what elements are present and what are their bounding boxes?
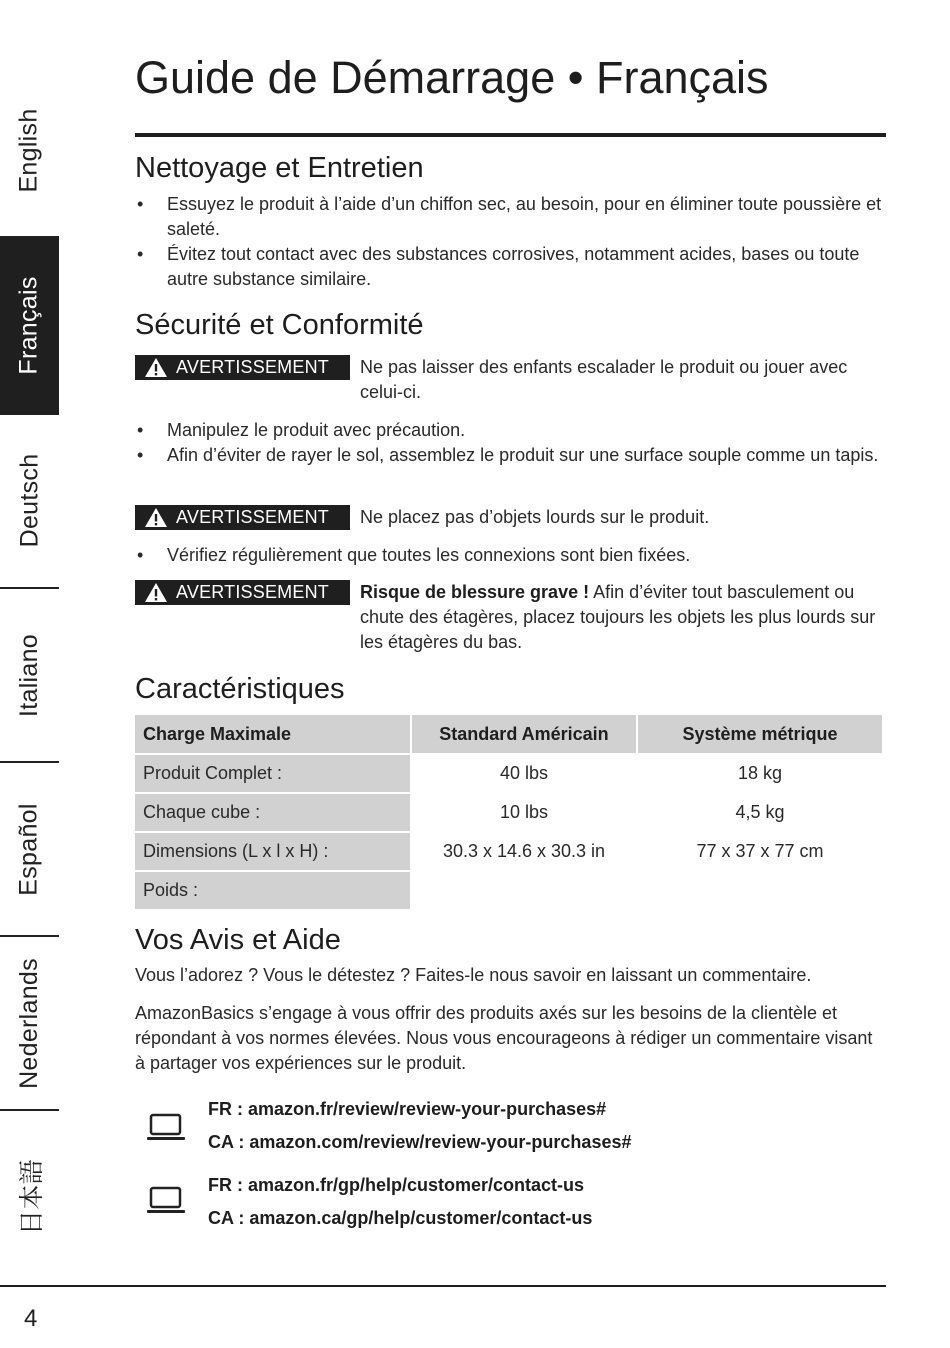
table-header: Système métrique	[638, 715, 882, 753]
feedback-heading: Vos Avis et Aide	[135, 924, 341, 956]
table-row	[135, 755, 882, 792]
specs-table	[133, 713, 884, 911]
lang-tab-english[interactable]: English	[0, 65, 59, 238]
warning-text: Ne placez pas d’objets lourds sur le produit.	[360, 507, 710, 527]
warning-triangle-icon	[143, 357, 169, 379]
table-cell: Poids :	[135, 872, 410, 909]
table-cell: Produit Complet :	[135, 755, 410, 792]
table-header: Charge Maximale	[135, 715, 410, 753]
warning-block	[135, 505, 886, 530]
warning-triangle-icon	[143, 507, 169, 529]
list-item: • Essuyez le produit à l’aide d’un chiffon sec, au besoin, pour en éliminer toute poussière et saleté.	[135, 192, 886, 242]
list-item: • Afin d’éviter de rayer le sol, assemblez le produit sur une surface souple comme un tapis.	[135, 443, 886, 468]
table-row	[135, 872, 882, 909]
list-item: • Vérifiez régulièrement que toutes les connexions sont bien fixées.	[135, 543, 886, 568]
warning-detail: Afin d’éviter tout basculement ou chute des étagères, placez toujours les objets les plus lourds sur les étagères du bas.	[360, 582, 876, 652]
table-row	[135, 833, 882, 870]
table-cell	[638, 872, 882, 909]
table-cell: 30.3 x 14.6 x 30.3 in	[442, 841, 606, 861]
page-title: Guide de Démarrage • Français	[135, 52, 769, 103]
warning-badge	[135, 505, 350, 530]
table-cell: 40 lbs	[499, 763, 549, 783]
help-links	[135, 1173, 886, 1243]
table-cell: Dimensions (L x l x H) :	[135, 833, 410, 870]
safety-list-2	[135, 543, 886, 568]
list-item: • Manipulez le produit avec précaution.	[135, 418, 886, 443]
page-number: 4	[24, 1305, 38, 1332]
cleaning-heading: Nettoyage et Entretien	[135, 152, 424, 184]
warning-badge	[135, 355, 350, 380]
lang-tab-nederlands[interactable]: Nederlands	[0, 937, 59, 1111]
lang-tab-deutsch[interactable]: Deutsch	[0, 413, 59, 589]
table-cell	[412, 872, 636, 909]
table-row	[135, 794, 882, 831]
warning-text	[360, 580, 880, 655]
feedback-intro: Vous l’adorez ? Vous le détestez ? Faites-le nous savoir en laissant un commentaire.	[135, 965, 812, 985]
table-header: Standard Américain	[412, 715, 636, 753]
footer-divider	[0, 1285, 886, 1287]
table-header-row	[135, 715, 882, 753]
warning-label: AVERTISSEMENT	[176, 507, 329, 527]
warning-triangle-icon	[143, 582, 169, 604]
warning-emphasis: Risque de blessure grave !	[360, 582, 590, 602]
warning-label: AVERTISSEMENT	[176, 582, 329, 602]
feedback-body: AmazonBasics s’engage à vous offrir des produits axés sur les besoins de la clientèle et répondant à vos normes élevées. Nous vous encourageons à rédiger un commentaire visant à partager vos expériences sur le produit.	[135, 1003, 873, 1073]
warning-badge	[135, 580, 350, 605]
safety-list-1	[135, 418, 886, 468]
table-cell: 10 lbs	[499, 802, 549, 822]
table-cell: 77 x 37 x 77 cm	[696, 841, 824, 861]
list-item: • Évitez tout contact avec des substances corrosives, notamment acides, bases ou toute autre substance similaire.	[135, 242, 886, 292]
help-link-fr[interactable]: FR : amazon.fr/gp/help/customer/contact-us	[208, 1175, 585, 1195]
lang-tab-espanol[interactable]: Español	[0, 763, 59, 937]
lang-tab-francais[interactable]: Français	[0, 238, 59, 415]
laptop-icon	[147, 1186, 185, 1216]
review-links	[135, 1097, 886, 1167]
lang-tab-japanese[interactable]: 日本語	[17, 1159, 46, 1235]
laptop-icon	[147, 1113, 185, 1143]
table-cell: Chaque cube :	[135, 794, 410, 831]
warning-block	[135, 580, 886, 655]
table-cell: 18 kg	[737, 763, 783, 783]
warning-text: Ne pas laisser des enfants escalader le produit ou jouer avec celui-ci.	[360, 357, 848, 402]
review-link-ca[interactable]: CA : amazon.com/review/review-your-purchases#	[208, 1132, 632, 1152]
warning-label: AVERTISSEMENT	[176, 357, 329, 377]
cleaning-list	[135, 192, 886, 292]
help-link-ca[interactable]: CA : amazon.ca/gp/help/customer/contact-us	[208, 1208, 593, 1228]
lang-tab-italiano[interactable]: Italiano	[0, 589, 59, 763]
specs-heading: Caractéristiques	[135, 673, 345, 705]
warning-block	[135, 355, 886, 405]
review-link-fr[interactable]: FR : amazon.fr/review/review-your-purchases#	[208, 1099, 607, 1119]
title-divider	[135, 133, 886, 137]
safety-heading: Sécurité et Conformité	[135, 309, 424, 341]
table-cell: 4,5 kg	[735, 802, 785, 822]
